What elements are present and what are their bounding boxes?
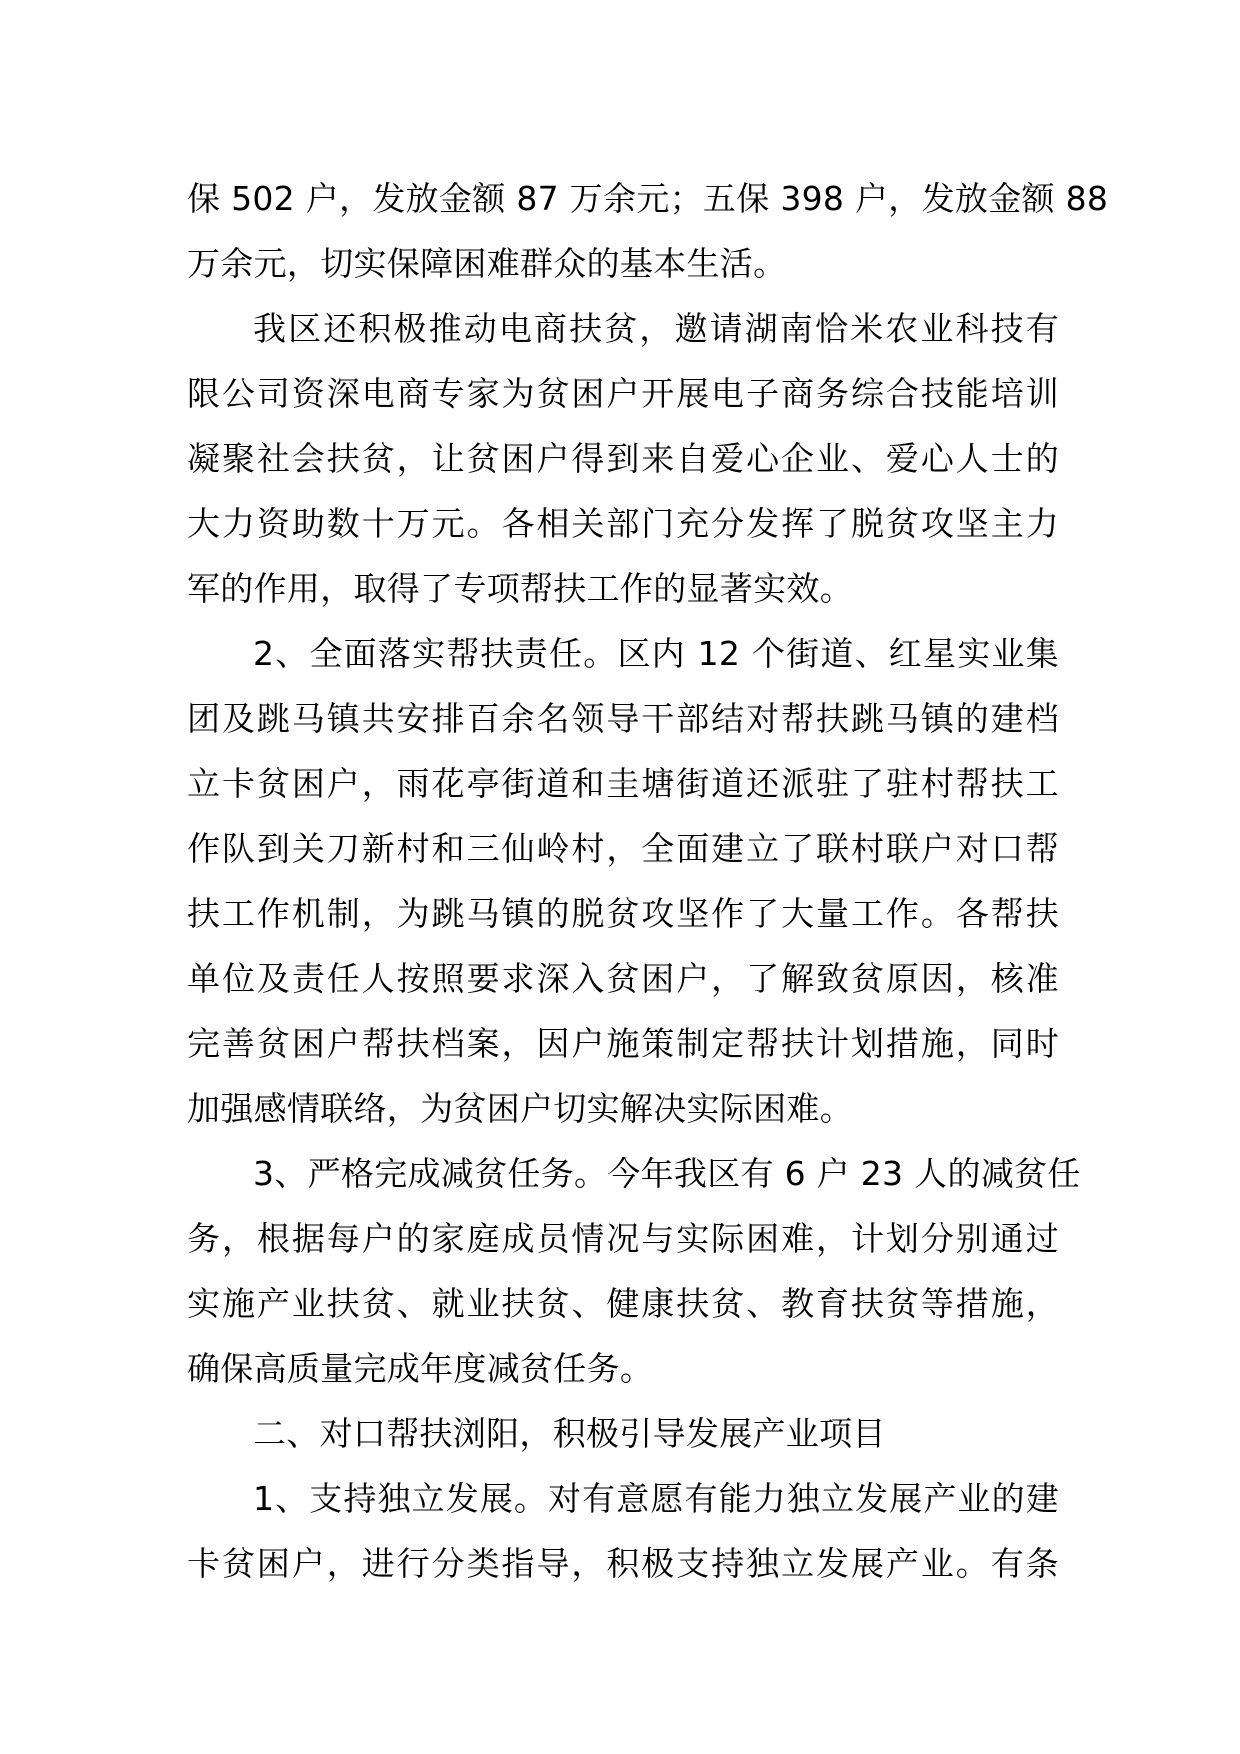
text-line: 3、严格完成减贫任务。今年我区有 6 户 23 人的减贫任 [253,1154,1081,1193]
text-line: 单位及责任人按照要求深入贫困户，了解致贫原因，核准 [187,959,1059,998]
document-body [187,166,1109,1596]
text-line: 加强感情联络，为贫困户切实解决实际困难。 [187,1089,853,1128]
text-line: 卡贫困户，进行分类指导，积极支持独立发展产业。有条 [187,1544,1059,1583]
text-line: 实施产业扶贫、就业扶贫、健康扶贫、教育扶贫等措施， [187,1284,1059,1323]
text-line: 保 502 户，发放金额 87 万余元；五保 398 户，发放金额 88 [187,179,1109,218]
text-line: 军的作用，取得了专项帮扶工作的显著实效。 [187,569,853,608]
text-line: 二、对口帮扶浏阳，积极引导发展产业项目 [253,1414,886,1453]
text-line: 作队到关刀新村和三仙岭村，全面建立了联村联户对口帮 [187,829,1059,868]
text-line: 2、全面落实帮扶责任。区内 12 个街道、红星实业集 [253,634,1059,673]
text-line: 1、支持独立发展。对有意愿有能力独立发展产业的建 [253,1479,1059,1518]
text-line: 确保高质量完成年度减贫任务。 [187,1349,654,1388]
text-line: 务，根据每户的家庭成员情况与实际困难，计划分别通过 [187,1219,1059,1258]
text-line: 大力资助数十万元。各相关部门充分发挥了脱贫攻坚主力 [187,504,1059,543]
text-line: 凝聚社会扶贫，让贫困户得到来自爱心企业、爱心人士的 [187,439,1059,478]
text-line: 限公司资深电商专家为贫困户开展电子商务综合技能培训 [187,374,1059,413]
text-line: 立卡贫困户，雨花亭街道和圭塘街道还派驻了驻村帮扶工 [187,764,1059,803]
text-line: 扶工作机制，为跳马镇的脱贫攻坚作了大量工作。各帮扶 [187,894,1059,933]
text-line: 团及跳马镇共安排百余名领导干部结对帮扶跳马镇的建档 [187,699,1059,738]
text-line: 完善贫困户帮扶档案，因户施策制定帮扶计划措施，同时 [187,1024,1059,1063]
text-line: 万余元，切实保障困难群众的基本生活。 [187,244,787,283]
text-line: 我区还积极推动电商扶贫，邀请湖南恰米农业科技有 [253,309,1059,348]
